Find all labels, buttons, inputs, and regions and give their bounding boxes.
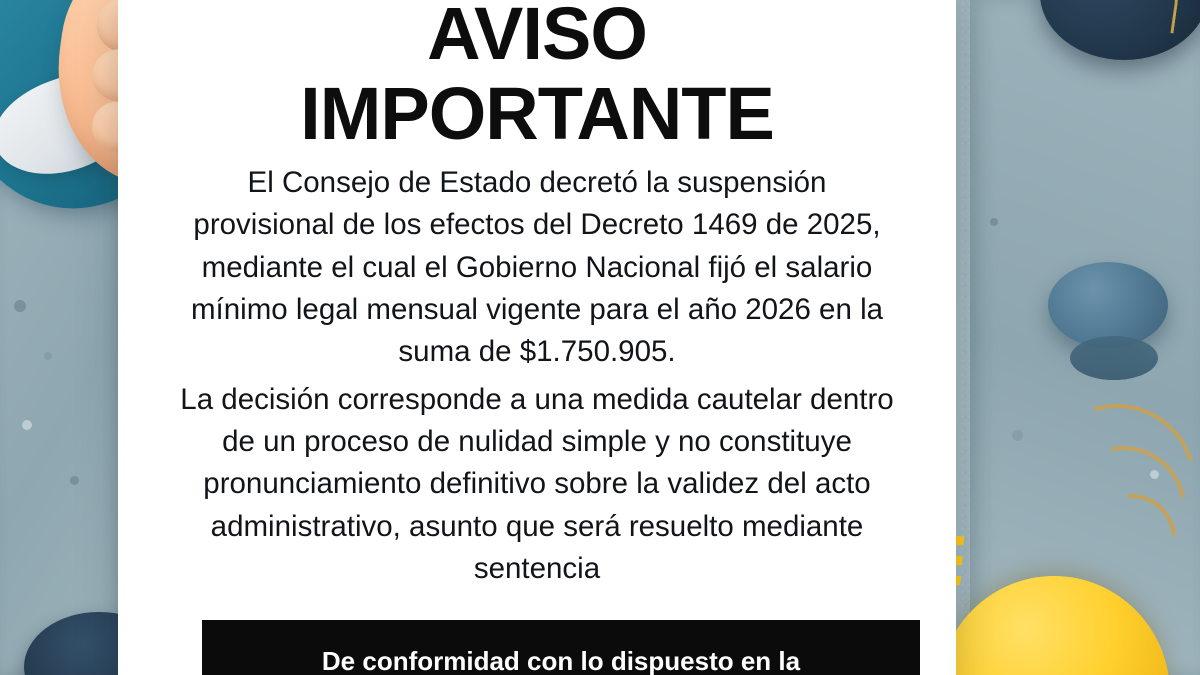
legal-reference-banner: De conformidad con lo dispuesto en la (202, 620, 920, 675)
title-line-2: IMPORTANTE (300, 72, 774, 156)
slate-puck-shadow-graphic (1070, 336, 1158, 380)
slate-puck-graphic (1048, 262, 1168, 348)
page-title (118, 0, 956, 156)
title-line-1: AVISO (427, 0, 647, 75)
notice-paragraph-1: El Consejo de Estado decretó la suspensión provisional de los efectos del Decreto 1469 de 2025, mediante el cual el Gobierno Nacional fijó el salario mínimo legal mensual vigente para el año 2026 en la suma de $1.750.905. (190, 166, 884, 368)
speckle-decor (44, 352, 52, 360)
speckle-decor (1012, 430, 1023, 441)
speckle-decor (990, 218, 998, 226)
speckle-decor (70, 476, 79, 485)
notice-card (118, 0, 956, 675)
speckle-decor (22, 420, 32, 430)
speckle-decor (14, 300, 26, 312)
notice-paragraph-2: La decisión corresponde a una medida cautelar dentro de un proceso de nulidad simple y no constituye pronunciamiento definitivo sobre la validez del acto administrativo, asunto que será resuelto mediante sentencia (180, 383, 894, 585)
